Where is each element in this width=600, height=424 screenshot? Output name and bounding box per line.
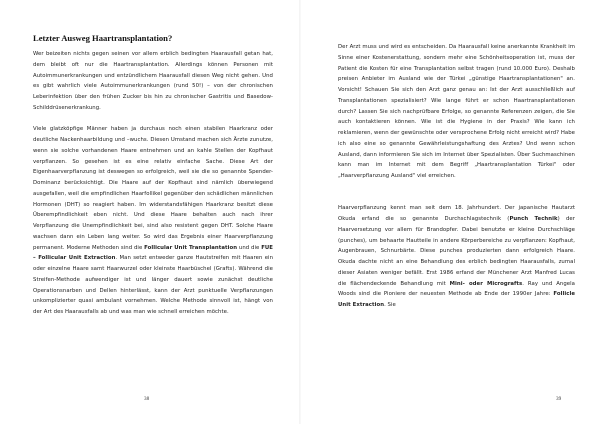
right-paragraph-2 — [338, 203, 575, 311]
left-paragraph-2 — [33, 124, 273, 318]
right-paragraph-1: Der Arzt muss und wird es entscheiden. Da Haarausfall keine anerkannte Krankheit im Sinne einer Kostenerstattung, sondern mehr eine Schönheitsoperation ist, muss der Patient die Kosten für eine Transplantation selbst tragen (rund 10.000 Euro). Deshalb preisen Anbieter im Ausland wie der Türkei „günstige Haartransplantationen" an. Vorsicht! Schauen Sie sich den Arzt ganz genau an: Ist der Arzt ausschließlich auf Transplantationen spezialisiert? Wie lange führt er schon Haartransplantationen durch? Lassen Sie sich nachprüfbare Erfolge, so genannte Referenzen zeigen, die Sie auch kontaktieren können. Wie ist die Hygiene in der Praxis? Wie kann ich reklamieren, wenn der gewünschte oder versprochene Erfolg nicht erreicht wird? Habe ich also eine so genannte Gewährleistungshaftung des Arztes? Und wenn schon Ausland, dann informieren Sie sich im Internet über Spezialisten. Über Suchmaschinen kann man im Internet mit dem Begriff „Haartransplantation Türkei" oder „Haarverpflanzung Ausland" viel erreichen. — [338, 44, 575, 179]
left-paragraph-1: Wer beizeiten nichts gegen seinen vor allem erblich bedingten Haarausfall getan hat, dem bleibt oft nur die Haartransplantation. Allerdings können Personen mit Autoimmunerkrankungen und entzündlichem Haarausfall diesen Weg nicht gehen. Und es gibt wahrlich viele Autoimmunerkrankungen (rund 50!) – von der chronischen Leberinfektion über den frühen Zucker bis hin zu chronischer Gastritis und Basedow-Schilddrüsenerkrankung. — [33, 51, 273, 111]
right-text-column — [338, 42, 575, 311]
term-fut: Follicular Unit Transplantation — [144, 244, 238, 251]
section-heading: Letzter Ausweg Haartransplantation? — [33, 33, 173, 43]
term-micrografts: Mini- oder Micrografts — [449, 280, 523, 287]
term-punch-technik: Punch Technik — [509, 216, 558, 222]
right-p2-text-e: . Sie — [384, 302, 396, 308]
right-p2-text-a: Haarverpflanzung kennt man seit dem 18. Jahrhundert. Der japanische Hautarzt Okuda erfand die so genannte Durchschlagstechnik ( — [338, 205, 575, 222]
right-p2-text-c: ) der Haarversetzung vor allem für Brandopfer. Dabei benutzte er kleine Durchschläge (punches), um behaarte Hautteile in andere Körperbereiche zu verpflanzen: Kopfhaut, Augenbrauen, Schnurbärte. Diese punches produzierten dann erfolgreich Haare. Okuda dachte nicht an eine Behandlung des erblich bedingten Haarausfalls, zumal dieser Asiaten weniger befällt. Erst 1986 erfand der Münchener Arzt Manfred Lucas die flächendeckende Behandlung mit — [338, 216, 575, 287]
left-p2-text-d: . Man setzt entweder ganze Hautstreifen mit Haaren ein oder einzelne Haare samt Haarwurzel oder kleinste Haarbüschel (Grafts). Während die Streifen-Methode aufwendiger ist und länger dauert sowie zunächst deutliche Operationsnarben und Dellen hinterlässt, kann der Arzt punktuelle Verpflanzungen unkomplizierter quasi ambulant vornehmen. Welche Methode sinnvoll ist, hängt von der Art des Haarausfalls ab und was man wie schnell erreichen möchte. — [33, 255, 274, 315]
right-page — [300, 0, 600, 424]
page-number-left: 38 — [144, 396, 150, 402]
left-p2-text-a: Viele glatzköpfige Männer haben ja durchaus noch einen stabilen Haarkranz oder deutliche Nackenhaarbildung und –wuchs. Diesen Umstand machen sich Ärzte zunutze, wenn sie solche vorhandenen Haare entnehmen und an kahle Stellen der Kopfhaut verpflanzen. So gesehen ist es eine relativ einfache Sache. Diese Art der Eigenhaarverpflanzung ist deswegen so erfolgreich, weil sie die so genannte Spender-Dominanz berücksichtigt. Die Haare auf der Kopfhaut sind nämlich überwiegend ausgefallen, weil die empfindlichen Haarfollikel gegenüber den schädlichen männlichen Hormonen (DHT) so reagiert haben. Im widerstandsfähigen Haarkranz besitzt diese Überempfindlichkeit eben nicht. Und diese Haare behalten auch nach ihrer Verpflanzung die Unempfindlichkeit bei, sind also resistent gegen DHT. Solche Haare wachsen dann ein Leben lang weiter. So wird das Ergebnis einer Haarverpflanzung permanent. Moderne Methoden sind die — [33, 126, 273, 251]
left-p2-text-c: und die — [237, 244, 262, 251]
left-text-column — [33, 33, 273, 318]
right-p2-text-d: . Ray und Angela Woods sind die Pioniere der neuesten Methode ab Ende der 1990er Jahre: — [338, 280, 575, 298]
page-number-right: 39 — [556, 396, 562, 402]
term-fue: FUE – Follicular Unit Extraction — [33, 244, 273, 262]
term-follicle-unit-extraction: Follicle Unit Extraction — [338, 291, 575, 308]
